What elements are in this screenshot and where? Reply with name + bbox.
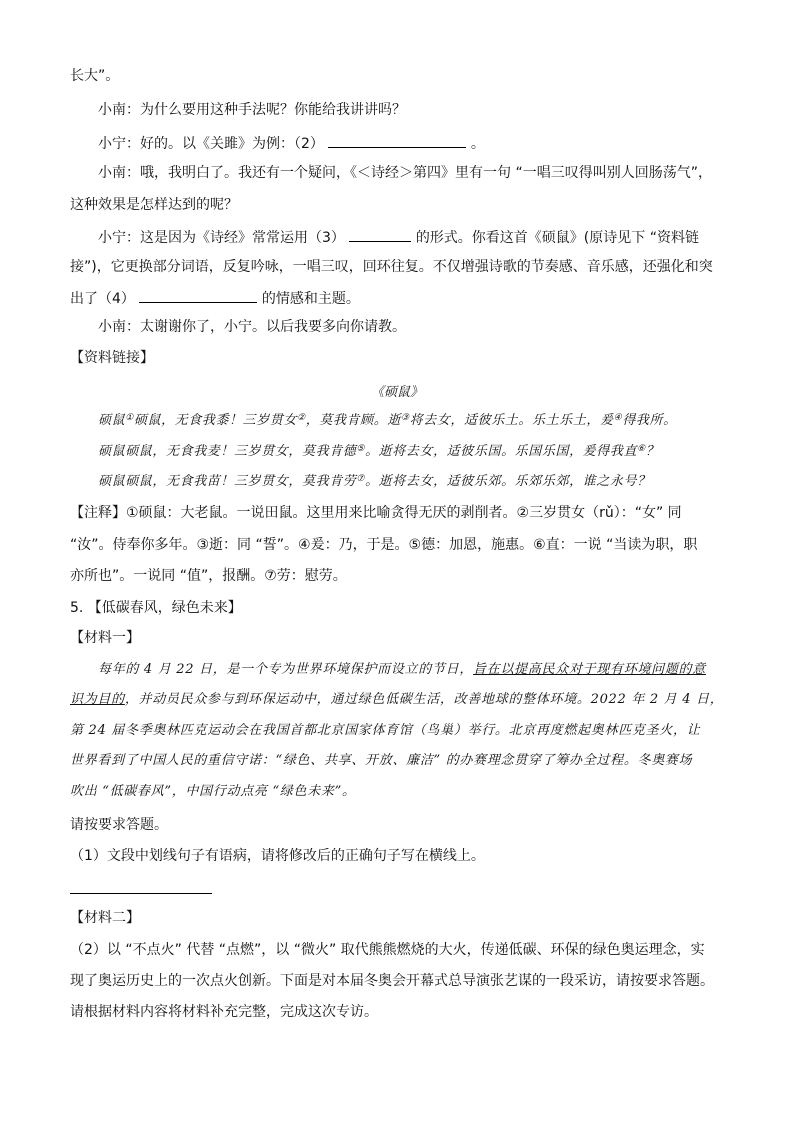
- poem-line-1: [98, 411, 677, 431]
- sub-question-2-line-1: （2）以 “不点火” 代替 “点燃”，以 “微火” 取代熊熊燃烧的大火，传递低碳、环保的绿色奥运理念，实: [70, 942, 705, 958]
- dialogue-line-7: [70, 287, 360, 309]
- answer-blank-4[interactable]: [139, 287, 257, 303]
- instruction: 请按要求答题。: [70, 817, 168, 833]
- material-1-heading: 【材料一】: [70, 630, 140, 646]
- poem-line-3: [98, 472, 651, 492]
- poem-text: 硕鼠: [98, 413, 126, 428]
- poem-text: 硕鼠硕鼠，无食我麦！三岁贯女，莫我肯德: [98, 444, 357, 459]
- footnote-marker: ③: [400, 413, 410, 423]
- footnote-marker: ④: [613, 413, 623, 423]
- material-1-line-5: 吹出 “低碳春风”，中国行动点亮 “绿色未来”。: [70, 784, 356, 799]
- answer-line[interactable]: [70, 893, 212, 894]
- poem-text: 。逝将去女，适彼乐国。乐国乐国，爰得我直: [365, 444, 638, 459]
- question-5-title: 5. 【低碳春风，绿色未来】: [70, 600, 242, 616]
- poem-text: ？: [645, 444, 660, 459]
- answer-blank-2[interactable]: [328, 132, 466, 148]
- underlined-sentence: 旨在以提高民众对于现有环境问题的意: [473, 662, 706, 677]
- notes-line-1: 【注释】①硕鼠：大老鼠。一说田鼠。这里用来比喻贪得无厌的剥削者。②三岁贯女（rǔ）：“女” 同: [70, 505, 682, 521]
- dialogue-line-8: 小南：太谢谢你了，小宁。以后我要多向你请教。: [98, 319, 406, 335]
- notes-line-3: 亦所也”。一说同 “值”，报酬。⑦劳：慰劳。: [70, 568, 347, 584]
- poem-text: 硕鼠硕鼠，无食我苗！三岁贯女，莫我肯劳: [98, 474, 357, 489]
- dialogue-line-3: 小南：哦，我明白了。我还有一个疑问，《＜诗经＞第四》里有一句 “一唱三叹得叫别人回肠荡气”，: [98, 165, 712, 181]
- sub-question-1: （1）文段中划线句子有语病，请将修改后的正确句子写在横线上。: [70, 848, 485, 864]
- footnote-marker: ⑤: [356, 444, 366, 454]
- dialogue-line-2: [98, 132, 485, 154]
- material-text: 每年的 4 月 22 日，是一个专为世界环境保护而设立的节日，: [98, 662, 474, 677]
- dialogue-text: 小宁：这是因为《诗经》常常运用（3）: [98, 230, 345, 246]
- material-1-line-4: 世界看到了中国人民的重信守诺：“绿色、共享、开放、廉洁” 的办赛理念贯穿了筹办全过程。冬奥赛场: [70, 753, 693, 768]
- material-text: ，并动员民众参与到环保运动中，通过绿色低碳生活，改善地球的整体环境。2022 年 2 月 4 日，: [124, 692, 724, 707]
- underlined-sentence: 识为目的: [70, 692, 125, 707]
- dialogue-text: 的形式。你看这首《硕鼠》(原诗见下 “资料链: [415, 230, 699, 246]
- poem-line-2: [98, 442, 659, 462]
- poem-title: 《硕鼠》: [370, 385, 423, 400]
- poem-text: ，莫我肯顾。逝: [305, 413, 401, 428]
- notes-line-2: “汝”。侍奉你多年。③逝：同 “誓”。④爰：乃，于是。⑤德：加恩，施惠。⑥直：一说 “当读为职，职: [70, 537, 698, 553]
- footnote-marker: ②: [297, 413, 306, 423]
- resource-link-heading: 【资料链接】: [70, 350, 154, 366]
- material-1-line-1: [98, 660, 706, 680]
- material-1-line-3: 第 24 届冬季奥林匹克运动会在我国首都北京国家体育馆（鸟巢）举行。北京再度燃起奥林匹克圣火，让: [70, 723, 701, 738]
- material-1-line-2: [70, 690, 723, 710]
- footnote-marker: ⑥: [637, 444, 646, 454]
- dialogue-text: 。: [470, 136, 485, 152]
- poem-text: 。逝将去女，适彼乐郊。乐郊乐郊，谁之永号？: [365, 474, 651, 489]
- poem-text: 硕鼠，无食我黍！三岁贯女: [133, 413, 298, 428]
- poem-text: 将去女，适彼乐土。乐土乐土，爰: [409, 413, 614, 428]
- dialogue-line-1: 小南：为什么要用这种手法呢？你能给我讲讲吗？: [98, 102, 406, 118]
- dialogue-text: 的情感和主题。: [261, 291, 360, 307]
- footnote-marker: ⑦: [356, 474, 366, 484]
- dialogue-line-6: 接”)，它更换部分词语，反复吟咏，一唱三叹，回环往复。不仅增强诗歌的节奏感、音乐感，还强化和突: [70, 259, 713, 275]
- sub-question-2-line-3: 请根据材料内容将材料补充完整，完成这次专访。: [70, 1004, 378, 1020]
- footnote-marker: ①: [125, 413, 134, 423]
- material-2-heading: 【材料二】: [70, 910, 140, 926]
- dialogue-text: 小宁：好的。以《关雎》为例：（2）: [98, 136, 324, 152]
- dialogue-text: 出了（4）: [70, 291, 135, 307]
- dialogue-line-0: 长大”。: [70, 68, 120, 84]
- dialogue-line-5: [98, 226, 699, 248]
- poem-text: 得我所。: [622, 413, 677, 428]
- dialogue-line-4: 这种效果是怎样达到的呢？: [70, 197, 238, 213]
- answer-blank-3[interactable]: [349, 226, 411, 242]
- sub-question-2-line-2: 现了奥运历史上的一次点火创新。下面是对本届冬奥会开幕式总导演张艺谋的一段采访，请按要求答题。: [70, 973, 714, 989]
